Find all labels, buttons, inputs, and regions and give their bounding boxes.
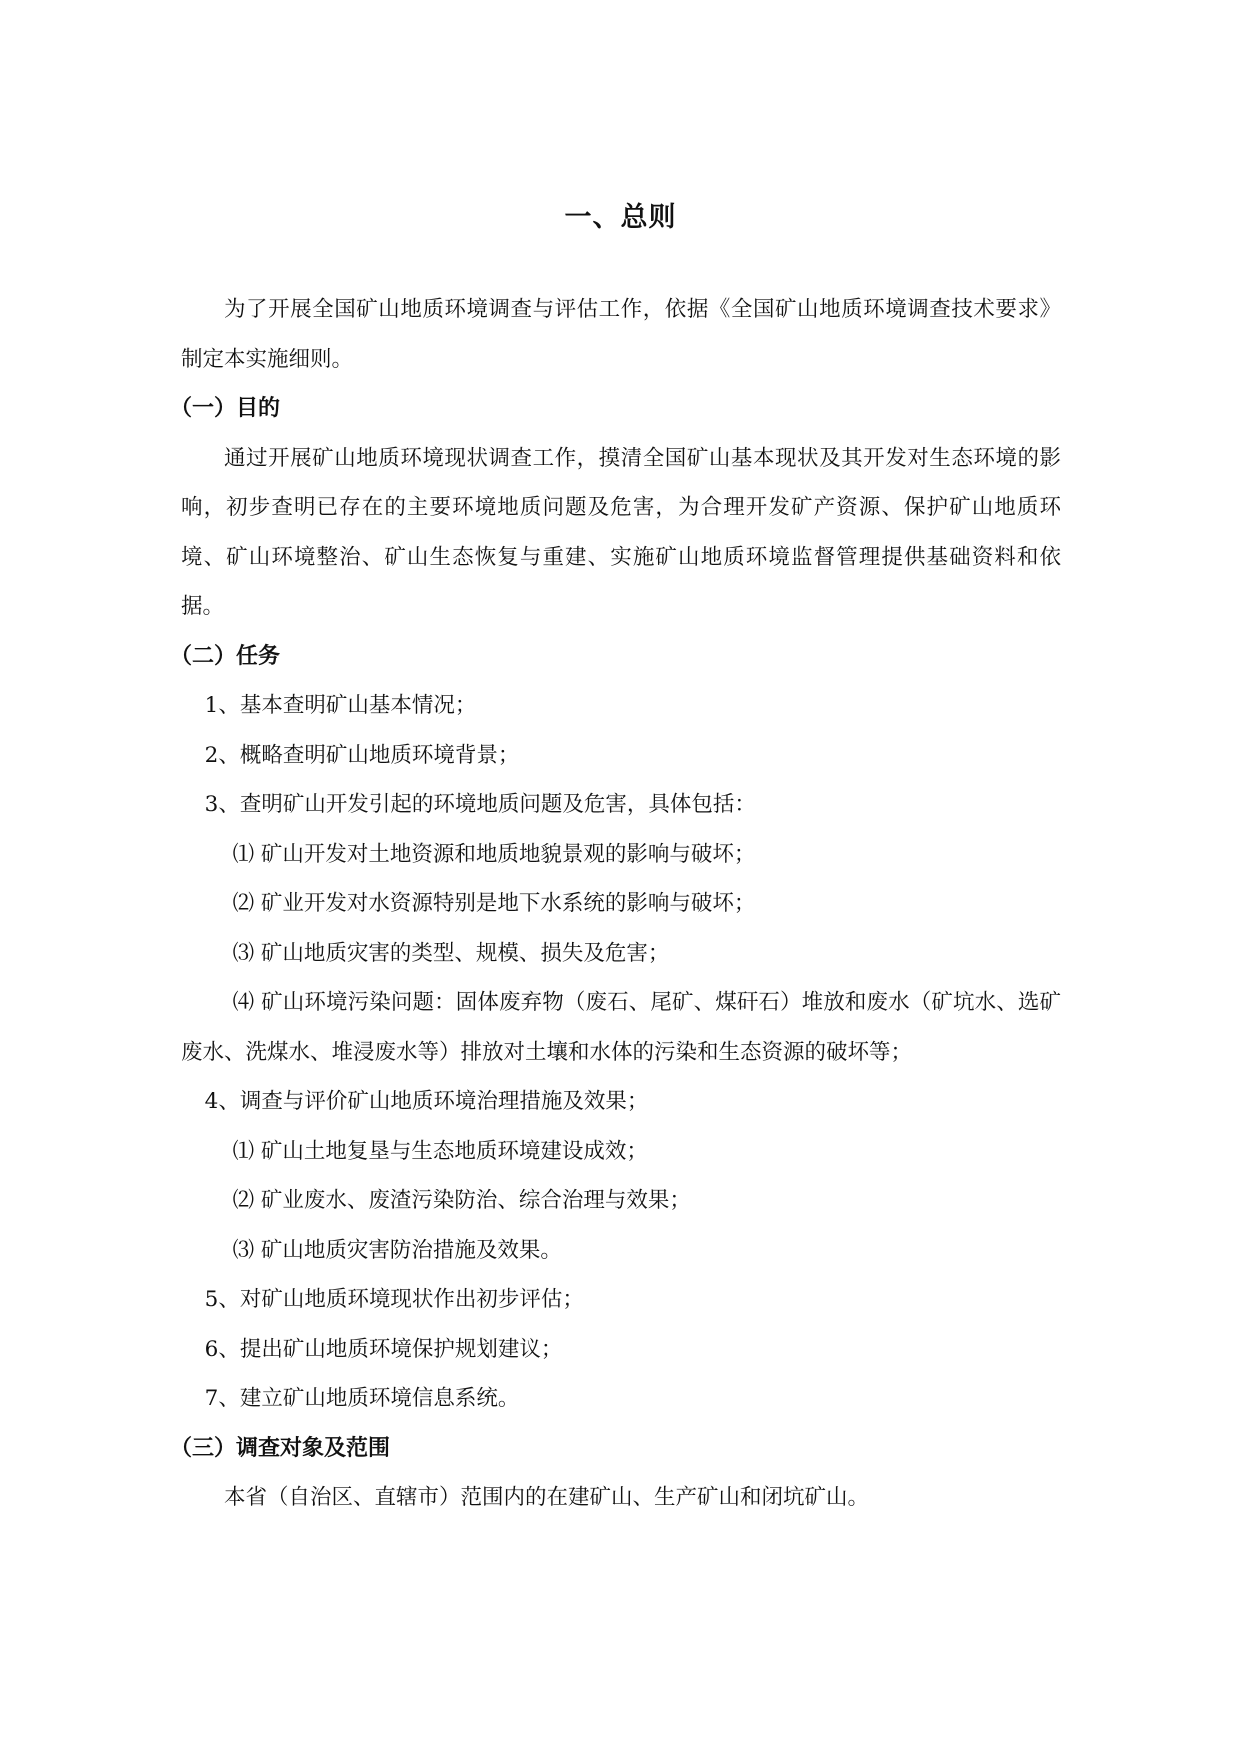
section-heading-scope: （三）调查对象及范围	[170, 1435, 391, 1461]
document-body	[170, 285, 1061, 1523]
intro-paragraph: 为了开展全国矿山地质环境调查与评估工作，依据《全国矿山地质环境调查技术要求》制定本实施细则。	[181, 297, 1061, 372]
task-item-3: 3、查明矿山开发引起的环境地质问题及危害，具体包括：	[204, 792, 756, 817]
page-title: 一、总则	[564, 202, 677, 233]
task-item-2: 2、概略查明矿山地质环境背景；	[204, 742, 520, 768]
task-item-4-sub-3: ⑶ 矿山地质灾害防治措施及效果。	[232, 1237, 562, 1263]
task-item-3-sub-2: ⑵ 矿业开发对水资源特别是地下水系统的影响与破坏；	[232, 891, 756, 916]
task-item-5: 5、对矿山地质环境现状作出初步评估；	[204, 1287, 584, 1312]
task-item-1: 1、基本查明矿山基本情况；	[204, 693, 477, 718]
task-item-3-sub-4: ⑷ 矿山环境污染问题：固体废弃物（废石、尾矿、煤矸石）堆放和废水（矿坑水、选矿废水、洗煤水、堆浸废水等）排放对土壤和水体的污染和生态资源的破坏等；	[181, 990, 1061, 1065]
scope-paragraph: 本省（自治区、直辖市）范围内的在建矿山、生产矿山和闭坑矿山。	[224, 1485, 870, 1510]
task-item-3-sub-3: ⑶ 矿山地质灾害的类型、规模、损失及危害；	[232, 940, 670, 966]
task-item-7: 7、建立矿山地质环境信息系统。	[204, 1386, 520, 1411]
task-item-6: 6、提出矿山地质环境保护规划建议；	[204, 1336, 563, 1362]
task-item-4: 4、调查与评价矿山地质环境治理措施及效果；	[204, 1089, 649, 1114]
task-item-4-sub-1: ⑴ 矿山土地复垦与生态地质环境建设成效；	[232, 1138, 648, 1164]
task-item-3-sub-1: ⑴ 矿山开发对土地资源和地质地貌景观的影响与破坏；	[232, 841, 756, 867]
purpose-paragraph: 通过开展矿山地质环境现状调查工作，摸清全国矿山基本现状及其开发对生态环境的影响，初步查明已存在的主要环境地质问题及危害，为合理开发矿产资源、保护矿山地质环境、矿山环境整治、矿山生态恢复与重建、实施矿山地质环境监督管理提供基础资料和依据。	[181, 445, 1061, 619]
section-heading-purpose: （一）目的	[170, 396, 281, 421]
section-heading-tasks: （二）任务	[170, 643, 281, 669]
task-item-4-sub-2: ⑵ 矿业废水、废渣污染防治、综合治理与效果；	[232, 1188, 691, 1213]
